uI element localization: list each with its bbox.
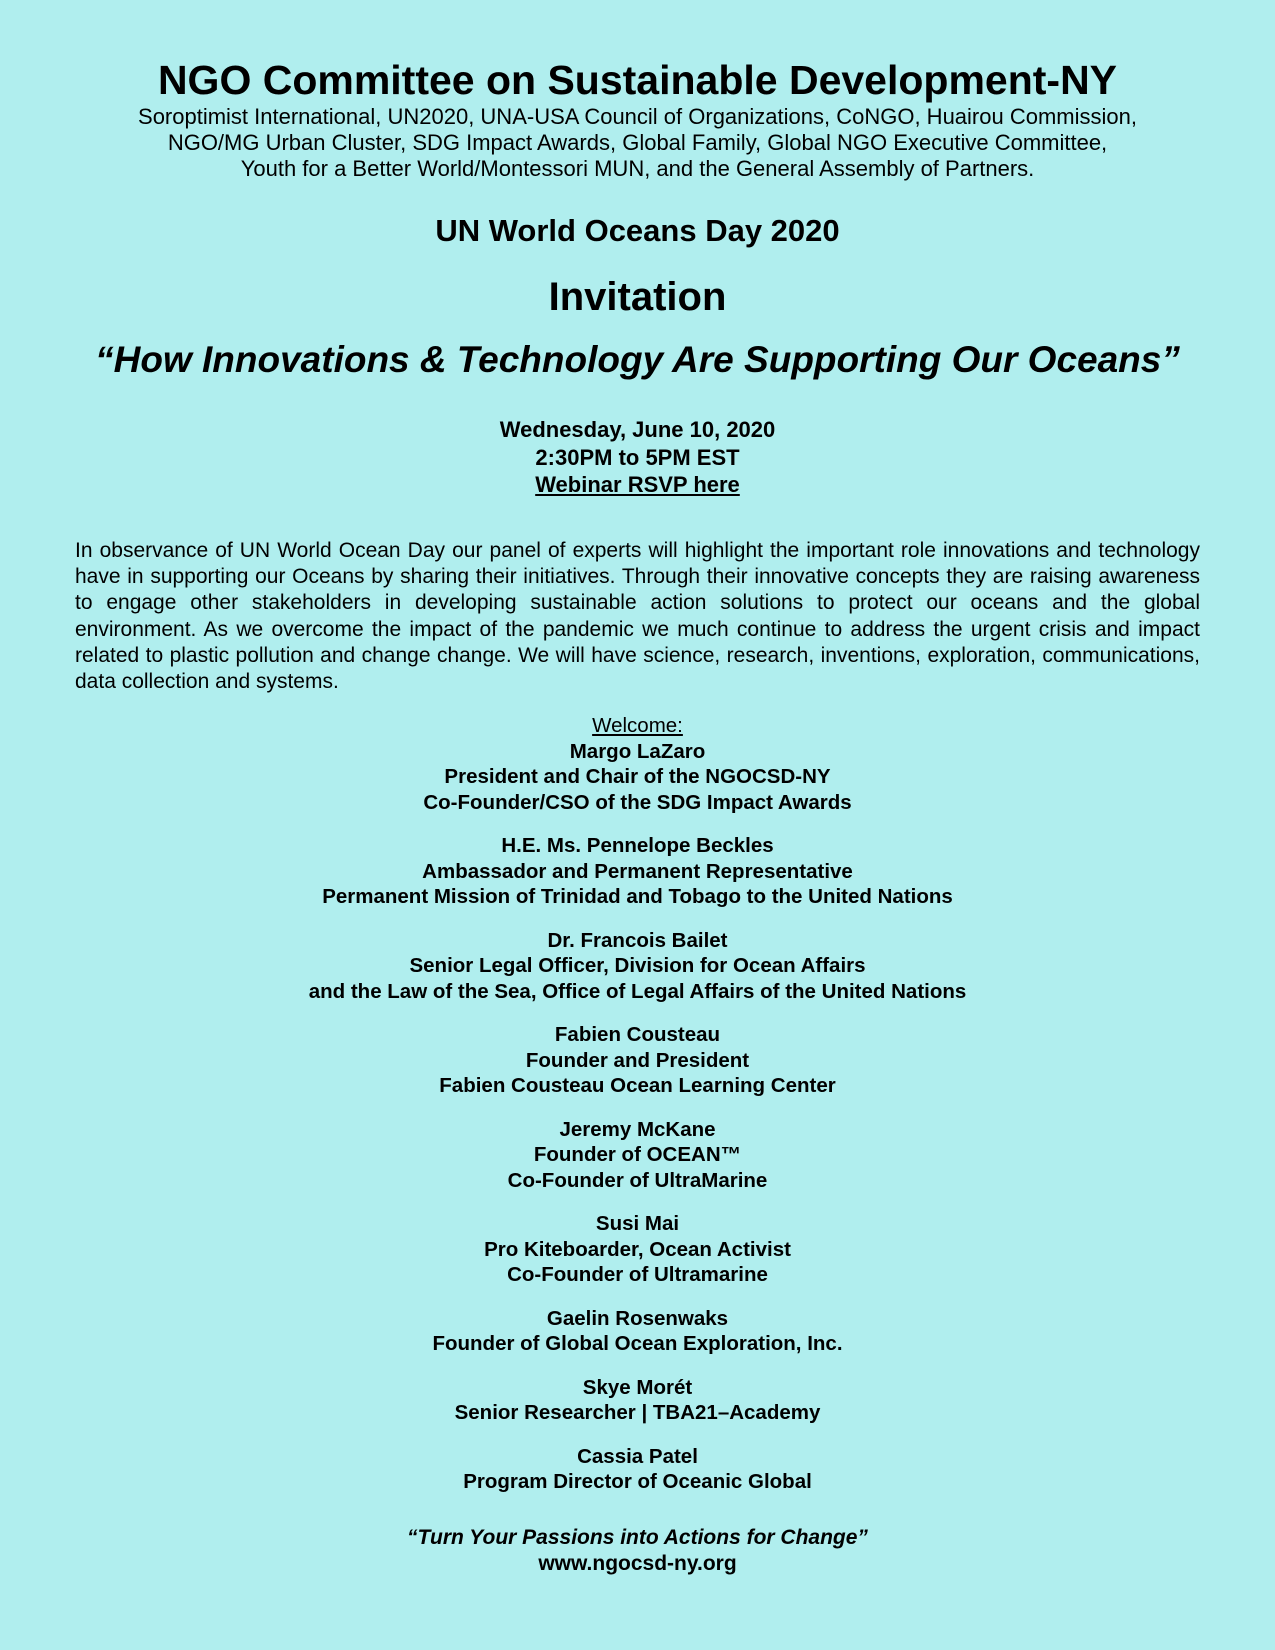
speaker-title: President and Chair of the NGOCSD-NY (444, 765, 831, 788)
speaker-title: and the Law of the Sea, Office of Legal Affairs of the United Nations (308, 979, 967, 1003)
speaker-name: Gaelin Rosenwaks (546, 1306, 729, 1330)
speaker-name: Susi Mai (595, 1212, 680, 1235)
speaker-block (0, 1022, 1275, 1099)
partner-list (0, 104, 1275, 182)
speaker-block (0, 928, 1275, 1005)
speaker-block (0, 1444, 1275, 1495)
speaker-name: Margo LaZaro (569, 739, 706, 763)
speaker-title: Senior Legal Officer, Division for Ocean Affairs (409, 954, 866, 977)
speaker-block (0, 1211, 1275, 1288)
speaker-name: Jeremy McKane (559, 1117, 716, 1141)
speaker-name: Cassia Patel (577, 1444, 698, 1468)
speaker-block (0, 833, 1275, 910)
speaker-title: Co-Founder of UltraMarine (507, 1168, 768, 1192)
rsvp-link[interactable]: Webinar RSVP here (535, 472, 740, 497)
speaker-title: Pro Kiteboarder, Ocean Activist (484, 1237, 791, 1261)
speaker-block (0, 739, 1275, 816)
event-title: UN World Oceans Day 2020 (435, 213, 840, 248)
event-time: 2:30PM to 5PM EST (535, 444, 740, 470)
partner-line: Youth for a Better World/Montessori MUN, and the General Assembly of Partners. (240, 156, 1035, 181)
welcome-label: Welcome: (592, 714, 683, 737)
speaker-block (0, 1306, 1275, 1357)
speaker-title: Founder of Global Ocean Exploration, Inc. (432, 1332, 843, 1355)
speaker-block (0, 1117, 1275, 1194)
speaker-title: Founder and President (525, 1048, 750, 1072)
footer (0, 1525, 1275, 1577)
speaker-title: Permanent Mission of Trinidad and Tobago to the United Nations (322, 885, 953, 908)
speaker-title: Senior Researcher | TBA21–Academy (454, 1401, 821, 1424)
partner-line: NGO/MG Urban Cluster, SDG Impact Awards, Global Family, Global NGO Executive Committee, (167, 130, 1108, 155)
invitation-heading: Invitation (548, 275, 727, 319)
speaker-name: H.E. Ms. Pennelope Beckles (501, 834, 774, 857)
speaker-title: Ambassador and Permanent Representative (422, 859, 853, 883)
speaker-name: Fabien Cousteau (554, 1023, 721, 1046)
speaker-name: Skye Morét (582, 1375, 693, 1399)
event-datetime (0, 416, 1275, 499)
event-theme: “How Innovations & Technology Are Supporting Our Oceans” (95, 339, 1180, 380)
speaker-title: Co-Founder of Ultramarine (507, 1263, 768, 1286)
speaker-block (0, 1375, 1275, 1426)
speaker-title: Program Director of Oceanic Global (463, 1470, 812, 1493)
partner-line: Soroptimist International, UN2020, UNA-USA Council of Organizations, CoNGO, Huairou Commission, (138, 104, 1137, 129)
event-date: Wednesday, June 10, 2020 (499, 417, 776, 442)
org-title: NGO Committee on Sustainable Development-NY (157, 57, 1118, 103)
event-description: In observance of UN World Ocean Day our panel of experts will highlight the important role innovations and technology have in supporting our Oceans by sharing their initiatives. Through their innovative concepts they are raising awareness to engage other stakeholders in developing sustainable action solutions to protect our oceans and the global environment. As we overcome the impact of the pandemic we much continue to address the urgent crisis and impact related to plastic pollution and change change. We will have science, research, inventions, exploration, communications, data collection and systems. (75, 539, 1200, 694)
motto: “Turn Your Passions into Actions for Change” (407, 1526, 868, 1549)
speaker-name: Dr. Francois Bailet (547, 928, 728, 952)
website-link[interactable]: www.ngocsd-ny.org (538, 1552, 737, 1575)
speaker-program (0, 713, 1275, 1513)
speaker-title: Fabien Cousteau Ocean Learning Center (439, 1074, 836, 1097)
speaker-title: Co-Founder/CSO of the SDG Impact Awards (423, 790, 852, 814)
speaker-title: Founder of OCEAN™ (533, 1143, 742, 1166)
